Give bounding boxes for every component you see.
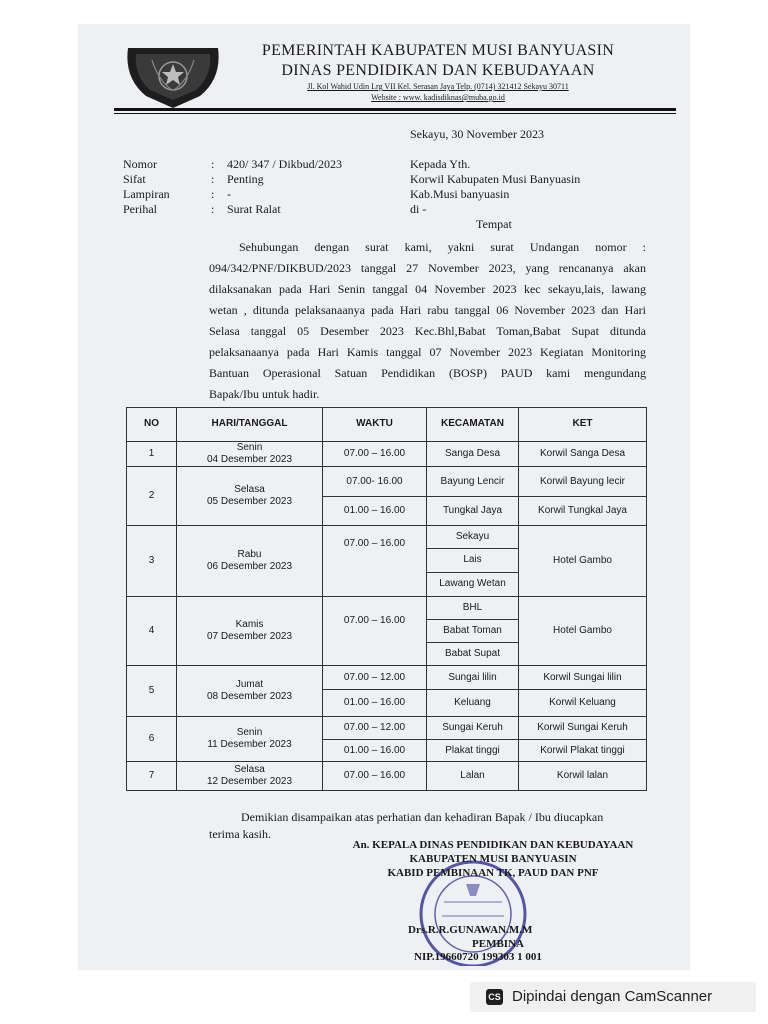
cell-waktu: 07.00 – 16.00 — [323, 762, 427, 791]
cell-day: Rabu — [237, 548, 262, 560]
letterhead-agency: DINAS PENDIDIKAN DAN KEBUDAYAAN — [281, 62, 595, 79]
cell-ket: Korwil Keluang — [519, 690, 647, 716]
table-row — [127, 525, 647, 548]
letterhead-divider — [114, 108, 676, 111]
cell-date: 11 Desember 2023 — [207, 739, 292, 751]
cell-kecamatan: Sungai lilin — [427, 665, 519, 689]
meta-label: Perihal — [123, 202, 157, 216]
letterhead-title: PEMERINTAH KABUPATEN MUSI BANYUASIN — [261, 42, 615, 59]
scanner-badge — [470, 982, 756, 1012]
cell-ket: Korwil Bayung lecir — [519, 466, 647, 496]
cell-day: Kamis — [235, 618, 264, 630]
cell-kecamatan: Lais — [427, 549, 519, 572]
scanner-label: Dipindai dengan CamScanner — [512, 988, 713, 1005]
recipient-block — [410, 157, 670, 237]
signatory-name: Drs.R.R.GUNAWAN.M.M — [408, 924, 533, 936]
cell-kecamatan: Sekayu — [427, 525, 519, 548]
recipient-line: di - — [410, 202, 427, 216]
cell-ket: Korwil Sungai lilin — [519, 665, 647, 689]
cell-hari — [177, 596, 323, 665]
body-line: Sehubungan dengan surat kami, yakni surat Undangan nomor : — [239, 240, 646, 254]
body-line: pelaksanaanya pada Hari Kamis tanggal 07 November 2023 Kegiatan Monitoring — [209, 345, 646, 359]
cell-ket: Korwil Tungkal Jaya — [519, 497, 647, 525]
body-line: Bantuan Operasional Satuan Pendidikan (BOSP) PAUD kami mengundang — [209, 366, 646, 380]
cell-date: 04 Desember 2023 — [206, 453, 293, 465]
signature-title: An. KEPALA DINAS PENDIDIKAN DAN KEBUDAYAAN — [352, 839, 634, 851]
recipient-line: Kepada Yth. — [410, 157, 471, 171]
meta-sep: : — [211, 157, 215, 171]
letter-date: Sekayu, 30 November 2023 — [410, 127, 544, 141]
meta-label: Nomor — [123, 157, 157, 171]
recipient-line: Tempat — [476, 217, 512, 231]
cell-ket: Korwil Sungai Keruh — [519, 716, 647, 739]
cell-waktu: 07.00 – 16.00 — [323, 441, 427, 466]
cell-kecamatan: Plakat tinggi — [427, 740, 519, 762]
header-kecamatan: KECAMATAN — [427, 408, 519, 442]
cell-kecamatan: Bayung Lencir — [427, 466, 519, 496]
cell-kecamatan: Tungkal Jaya — [427, 497, 519, 525]
letterhead-address: Jl. Kol Wahid Udin Lrg VII Kel. Serasan Jaya Telp. (0714) 321412 Sekayu 30711 — [307, 82, 569, 91]
cell-kecamatan: Babat Toman — [427, 620, 519, 642]
signature-position: KABID PEMBINAAN TK, PAUD DAN PNF — [387, 867, 599, 879]
meta-value: Penting — [227, 172, 264, 186]
cell-day: Senin — [236, 441, 263, 453]
cell-day: Jumat — [235, 678, 264, 690]
cell-no: 7 — [127, 762, 177, 791]
cell-day: Selasa — [234, 764, 265, 776]
cell-kecamatan: Sanga Desa — [427, 441, 519, 466]
cell-day: Senin — [236, 727, 263, 739]
cell-ket: Korwil Sanga Desa — [519, 441, 647, 466]
cell-hari — [177, 466, 323, 525]
cell-no: 2 — [127, 466, 177, 525]
cell-no: 3 — [127, 525, 177, 596]
closing-line: Demikian disampaikan atas perhatian dan kehadiran Bapak / Ibu diucapkan — [241, 810, 604, 824]
meta-sep: : — [211, 187, 215, 201]
cell-kecamatan: Lalan — [427, 762, 519, 791]
header-hari: HARI/TANGGAL — [177, 408, 323, 442]
table-row — [127, 762, 647, 791]
table-header-row — [127, 408, 647, 442]
cell-no: 4 — [127, 596, 177, 665]
table-row — [127, 596, 647, 619]
schedule-table — [126, 407, 647, 791]
meta-sep: : — [211, 172, 215, 186]
meta-value: Surat Ralat — [227, 202, 281, 216]
letterhead-divider-thin — [114, 113, 676, 114]
recipient-line: Kab.Musi banyuasin — [410, 187, 510, 201]
table-row — [127, 665, 647, 689]
cell-date: 06 Desember 2023 — [206, 560, 293, 572]
regency-emblem-icon — [122, 40, 224, 110]
table-row — [127, 441, 647, 466]
cell-kecamatan: Keluang — [427, 690, 519, 716]
header-waktu: WAKTU — [323, 408, 427, 442]
letter-paper — [78, 24, 690, 970]
meta-sep: : — [211, 202, 215, 216]
cell-hari — [177, 762, 323, 791]
cell-date: 05 Desember 2023 — [206, 495, 293, 507]
table-row — [127, 716, 647, 739]
meta-value: 420/ 347 / Dikbud/2023 — [227, 157, 343, 171]
meta-row-sifat — [123, 172, 363, 187]
body-line: wetan , ditunda pelaksanaanya pada Hari rabu tanggal 06 November 2023 dan Hari — [209, 303, 646, 317]
cell-kecamatan: BHL — [427, 596, 519, 619]
letter-body — [209, 240, 646, 402]
cell-date: 07 Desember 2023 — [206, 630, 293, 642]
closing-line: terima kasih. — [209, 827, 271, 841]
meta-label: Sifat — [123, 172, 146, 186]
body-line: 094/342/PNF/DIKBUD/2023 tanggal 27 November 2023, yang rencananya akan — [209, 261, 646, 275]
cell-kecamatan: Babat Supat — [427, 642, 519, 665]
recipient-line: Korwil Kabupaten Musi Banyuasin — [410, 172, 581, 186]
table-row — [127, 466, 647, 496]
meta-row-nomor — [123, 157, 363, 172]
signature-regency: KABUPATEN MUSI BANYUASIN — [409, 853, 577, 865]
cell-ket: Hotel Gambo — [519, 525, 647, 596]
cell-kecamatan: Sungai Keruh — [427, 716, 519, 739]
cell-no: 5 — [127, 665, 177, 716]
header-ket: KET — [519, 408, 647, 442]
signatory-rank: PEMBINA — [472, 938, 524, 950]
header-no: NO — [127, 408, 177, 442]
cell-date: 12 Desember 2023 — [206, 776, 293, 788]
cell-waktu: 07.00 – 12.00 — [323, 665, 427, 689]
body-line: dilaksanakan pada Hari Senin tanggal 04 November 2023 kec sekayu,lais, lawang — [209, 282, 646, 296]
cell-hari — [177, 716, 323, 762]
body-line: Selasa tanggal 05 Desember 2023 Kec.Bhl,Babat Toman,Babat Supat ditunda — [209, 324, 646, 338]
cell-waktu: 07.00 – 16.00 — [323, 525, 427, 596]
cell-waktu: 07.00 – 12.00 — [323, 716, 427, 739]
cell-waktu: 01.00 – 16.00 — [323, 740, 427, 762]
cell-waktu: 07.00 – 16.00 — [323, 596, 427, 665]
cell-waktu: 01.00 – 16.00 — [323, 497, 427, 525]
signatory-nip: NIP.19660720 199303 1 001 — [414, 951, 542, 963]
cell-waktu: 01.00 – 16.00 — [323, 690, 427, 716]
cell-hari — [177, 441, 323, 466]
meta-value: - — [227, 187, 231, 201]
cell-ket: Korwil Plakat tinggi — [519, 740, 647, 762]
meta-row-lampiran — [123, 187, 363, 202]
body-line: Bapak/Ibu untuk hadir. — [209, 387, 320, 401]
letterhead-website: Website : www. kadisdiknas@muba.go.id — [371, 93, 505, 102]
cell-hari — [177, 525, 323, 596]
cell-no: 1 — [127, 441, 177, 466]
cell-date: 08 Desember 2023 — [206, 690, 293, 702]
cell-hari — [177, 665, 323, 716]
cell-waktu: 07.00- 16.00 — [323, 466, 427, 496]
meta-label: Lampiran — [123, 187, 170, 201]
cell-kecamatan: Lawang Wetan — [427, 572, 519, 596]
camscanner-logo-icon: CS — [486, 989, 503, 1005]
cell-day: Selasa — [234, 483, 265, 495]
cell-no: 6 — [127, 716, 177, 762]
cell-ket: Hotel Gambo — [519, 596, 647, 665]
meta-row-perihal — [123, 202, 363, 217]
cell-ket: Korwil lalan — [519, 762, 647, 791]
letter-meta — [123, 157, 363, 219]
